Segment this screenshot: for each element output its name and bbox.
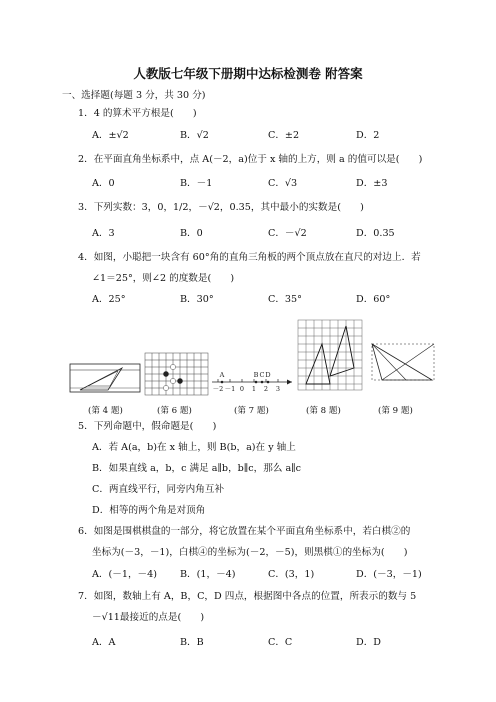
tick-label-0: 0 [239, 385, 245, 393]
q2-option-c: C．√3 [268, 178, 298, 189]
caption-fig6: (第 6 题) [157, 406, 192, 416]
tick-label-2: 2 [263, 385, 269, 393]
q2-option-b: B．－1 [180, 178, 213, 189]
q4-stem-line2: ∠1＝25°，则∠2 的度数是( ) [92, 273, 235, 284]
q4-option-b: B．30° [180, 294, 214, 305]
q1-option-a: A．±√2 [92, 130, 129, 141]
figure-7-number-line [212, 371, 292, 393]
q1-option-c: C．±2 [268, 130, 300, 141]
q4-option-d: D．60° [356, 294, 391, 305]
q2-stem: 2．在平面直角坐标系中，点 A(－2，a)位于 x 轴的上方，则 a 的值可以是( ) [78, 154, 423, 165]
q5-stem: 5．下列命题中，假命题是( ) [78, 421, 217, 432]
q3-option-a: A．3 [92, 228, 115, 239]
q7-option-c: C．C [268, 637, 293, 648]
q3-option-c: C．－√2 [268, 228, 307, 239]
q1-option-d: D．2 [356, 130, 380, 141]
caption-fig9: (第 9 题) [378, 406, 413, 416]
tick-label-neg2: －2 [212, 385, 224, 393]
q4-stem-line1: 4．如图，小聪把一块含有 60°角的直角三角板的两个顶点放在直尺的对边上．若 [78, 252, 421, 263]
q1-stem: 1．4 的算术平方根是( ) [78, 108, 197, 119]
q6-stem-line1: 6．如图是围棋棋盘的一部分，将它放置在某个平面直角坐标系中，若白棋②的 [78, 526, 411, 537]
q2-option-d: D．±3 [356, 178, 388, 189]
q7-stem-line2: －√11最接近的点是( ) [92, 612, 205, 623]
q3-option-d: D．0.35 [356, 228, 395, 239]
caption-fig4: (第 4 题) [88, 406, 123, 416]
q4-option-a: A．25° [92, 294, 126, 305]
figure-8-grid-triangles [298, 320, 362, 390]
q5-option-c: C．两直线平行，同旁内角互补 [92, 484, 225, 495]
page-title: 人教版七年级下册期中达标检测卷 附答案 [133, 66, 363, 81]
q5-option-a: A．若 A(a，b)在 x 轴上，则 B(b，a)在 y 轴上 [92, 442, 296, 453]
q5-option-b: B．如果直线 a，b，c 满足 a∥b，b∥c，那么 a∥c [92, 463, 301, 474]
q6-option-d: D．(－3，－1) [356, 569, 422, 580]
q6-option-c: C．(3，1) [268, 569, 315, 580]
point-label-a: A [219, 371, 225, 379]
q3-stem: 3．下列实数：3，0，1/2，－√2，0.35，其中最小的实数是( ) [78, 202, 364, 213]
caption-fig8: (第 8 题) [306, 406, 341, 416]
q7-stem-line1: 7．如图，数轴上有 A，B，C，D 四点，根据图中各点的位置，所表示的数与 5 [78, 591, 417, 602]
point-label-c: C [259, 371, 265, 379]
q6-option-b: B．(1，－4) [180, 569, 236, 580]
q2-option-a: A．0 [92, 178, 115, 189]
q4-option-c: C．35° [268, 294, 302, 305]
q7-option-d: D．D [356, 637, 381, 648]
point-label-d: D [265, 371, 271, 379]
tick-label-3: 3 [275, 385, 281, 393]
q3-option-b: B．0 [180, 228, 203, 239]
section-heading: 一、选择题(每题 3 分，共 30 分) [62, 90, 206, 101]
q1-option-b: B．√2 [180, 130, 209, 141]
q6-stem-line2: 坐标为(－3，－1)，白棋④的坐标为(－2，－5)，则黑棋①的坐标为( ) [92, 547, 408, 558]
figure-4-ruler-triangle [70, 364, 140, 392]
point-label-b: B [253, 371, 259, 379]
tick-label-1: 1 [251, 385, 257, 393]
caption-fig7: (第 7 题) [234, 406, 269, 416]
figure-6-go-board [145, 353, 208, 395]
q6-option-a: A．(－1，－4) [92, 569, 157, 580]
q7-option-b: B．B [180, 637, 204, 648]
tick-label-neg1: －1 [224, 385, 236, 393]
figure-9-triangles [372, 344, 434, 380]
q7-option-a: A．A [92, 637, 116, 648]
q5-option-d: D．相等的两个角是对顶角 [92, 505, 206, 516]
figures-row [0, 308, 496, 400]
